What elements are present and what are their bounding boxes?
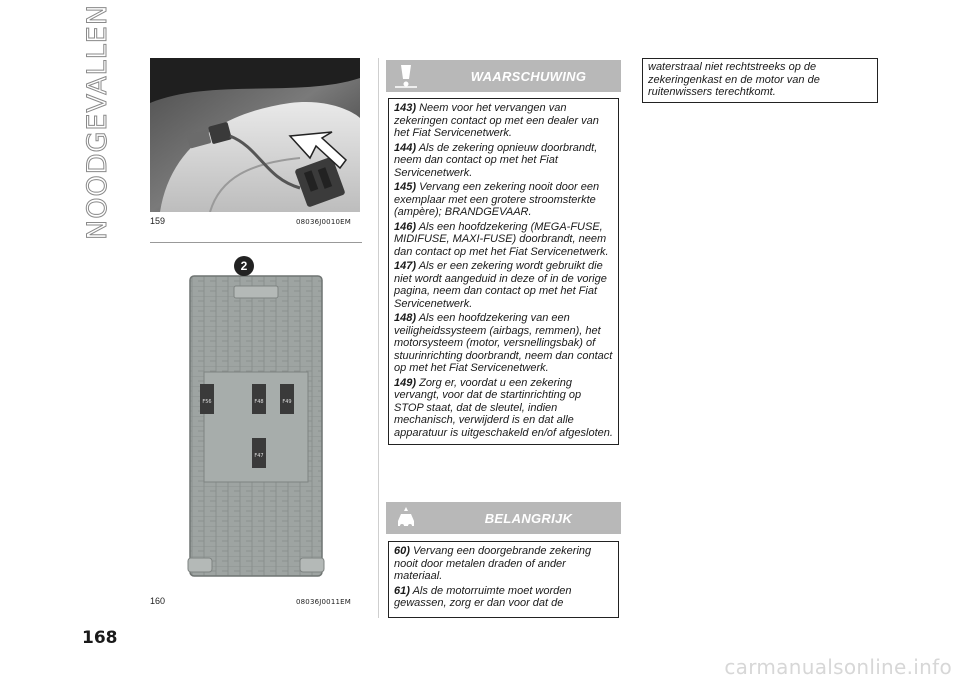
warning-item-number: 147) xyxy=(394,260,417,272)
fuse-label-f48: F48 xyxy=(254,399,264,405)
important-item-text: Vervang een doorgebrande zekering nooit door metalen draden of ander materiaal. xyxy=(394,545,592,582)
warning-item-number: 143) xyxy=(394,102,417,114)
continued-text: waterstraal niet rechtstreeks op de zekeringenkast en de motor van de ruitenwissers terechtkomt. xyxy=(648,61,820,98)
warning-item-number: 146) xyxy=(394,220,417,233)
warning-item xyxy=(394,377,613,440)
figure-159-code: 08036J0010EM xyxy=(296,218,352,226)
important-title: BELANGRIJK xyxy=(484,511,573,526)
warning-title: WAARSCHUWING xyxy=(470,69,587,84)
figure-160-code: 08036J0011EM xyxy=(296,598,352,606)
continued-text-box xyxy=(642,58,878,103)
fuse-label-f56: F56 xyxy=(202,399,212,405)
section-title: NOODGEVALLEN xyxy=(82,3,113,240)
watermark: carmanualsonline.info xyxy=(724,655,952,679)
warning-item xyxy=(394,221,613,259)
warning-item-text: Zorg er, voordat u een zekering vervangt, voor dat de startinrichting op STOP staat, dat de sleutel, indien mechanisch, verwijderd is en dat alle apparatuur is uitgeschakeld en/of afgesloten. xyxy=(394,376,613,439)
warning-item xyxy=(394,102,613,140)
fuse-label-f49: F49 xyxy=(282,399,292,405)
warning-banner xyxy=(386,60,621,92)
warning-item-number: 148) xyxy=(394,312,417,324)
warning-item-number: 149) xyxy=(394,376,417,389)
important-item-text: Als de motorruimte moet worden gewassen, zorg er dan voor dat de xyxy=(394,584,572,609)
important-item-number: 60) xyxy=(394,545,410,557)
warning-item xyxy=(394,260,613,310)
figure-divider xyxy=(150,242,362,243)
figure-160-fuse-box xyxy=(186,256,326,582)
page-number: 168 xyxy=(82,628,118,648)
warning-icon xyxy=(394,63,418,89)
warning-item xyxy=(394,181,613,219)
figure-159-photo xyxy=(150,58,360,212)
warning-box xyxy=(388,98,619,445)
important-item xyxy=(394,545,613,583)
column-rule xyxy=(378,58,379,618)
warning-item-text: Als een hoofdzekering van een veiligheidssysteem (airbags, remmen), het motorsysteem (motor, versnellingsbak) of stuurinrichting doorbrandt, neem dan contact op met het Fiat Servicenetwerk. xyxy=(394,312,613,374)
warning-item-text: Neem voor het vervangen van zekeringen contact op met een dealer van het Fiat Servicenetwerk. xyxy=(394,102,599,139)
figure-160-number: 160 xyxy=(150,596,166,606)
warning-item-number: 145) xyxy=(394,181,417,193)
warning-item-text: Als een hoofdzekering (MEGA-FUSE, MIDIFUSE, MAXI-FUSE) doorbrandt, neem dan contact op met het Fiat Servicenetwerk. xyxy=(394,220,609,258)
figure-159-number: 159 xyxy=(150,216,166,226)
important-item xyxy=(394,585,613,610)
important-item-number: 61) xyxy=(394,584,410,597)
important-banner xyxy=(386,502,621,534)
warning-item-text: Vervang een zekering nooit door een exemplaar met een grotere stroomsterkte (ampère); BRANDGEVAAR. xyxy=(394,181,600,218)
important-box xyxy=(388,541,619,618)
warning-item-text: Als er een zekering wordt gebruikt die niet wordt aangeduid in deze of in de vorige pagina, neem dan contact op met het Fiat Servicenetwerk. xyxy=(394,260,607,310)
warning-item xyxy=(394,312,613,375)
warning-item-number: 144) xyxy=(394,141,417,154)
warning-item xyxy=(394,142,613,180)
warning-item-text: Als de zekering opnieuw doorbrandt, neem dan contact op met het Fiat Servicenetwerk. xyxy=(394,141,598,179)
figure-160-badge: 2 xyxy=(240,259,248,273)
fuse-label-f47: F47 xyxy=(254,453,264,459)
car-service-icon xyxy=(394,505,418,531)
